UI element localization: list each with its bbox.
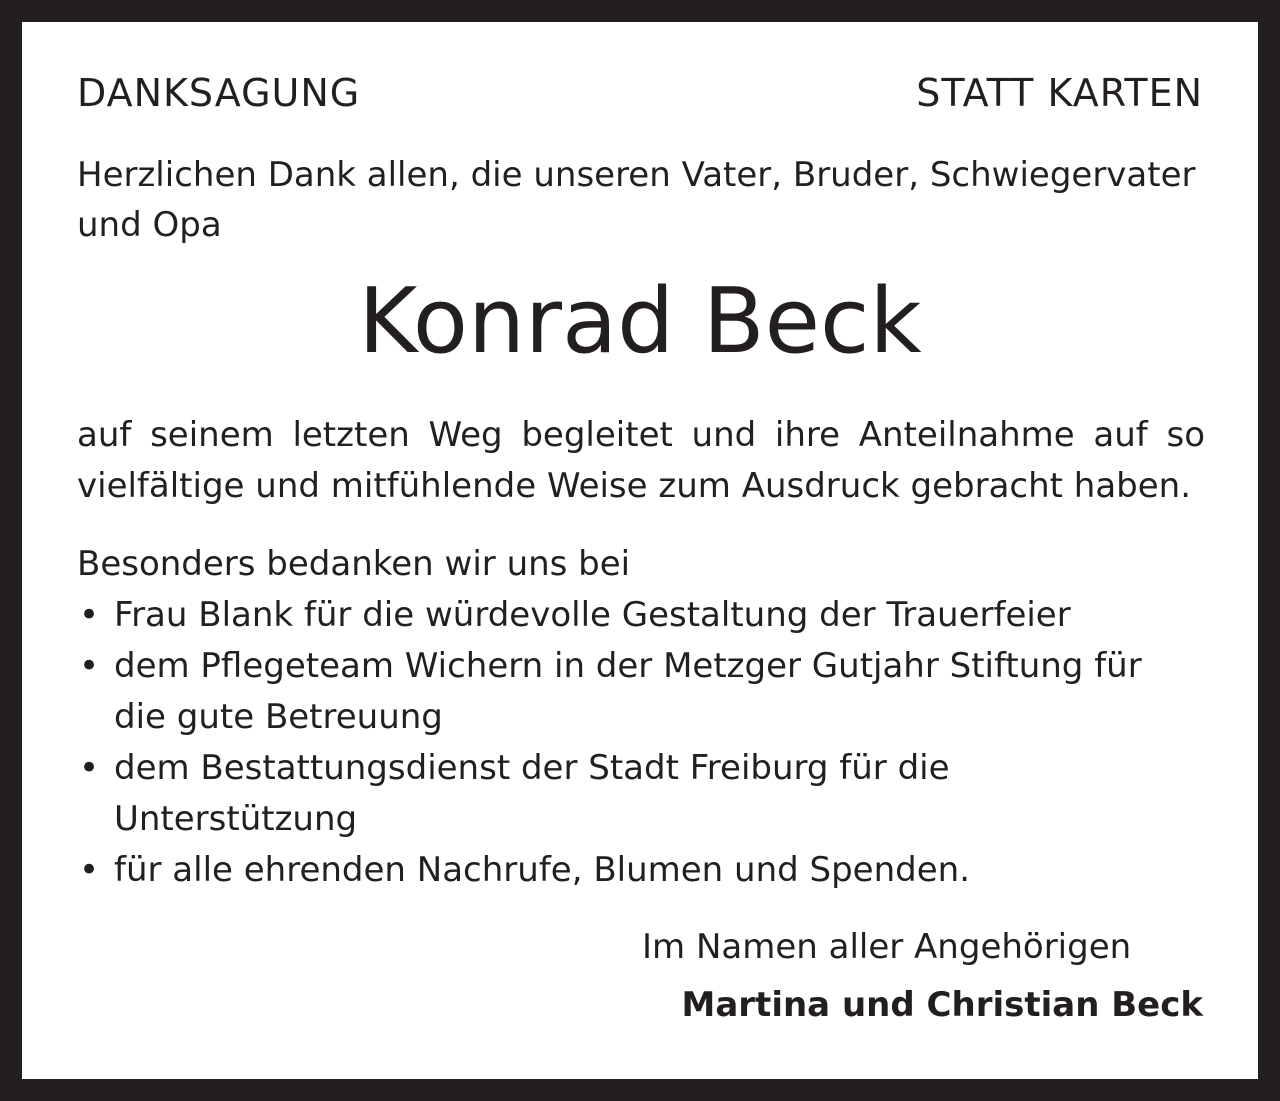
intro-text: Herzlichen Dank allen, die unseren Vater, Bruder, Schwiegervater und Opa <box>77 155 1196 245</box>
bullet-icon: • <box>79 850 100 890</box>
thanks-intro: Besonders bedanken wir uns bei <box>77 544 631 584</box>
bullet-icon: • <box>79 595 100 635</box>
bullet-icon: • <box>79 646 100 686</box>
list-item <box>77 641 1177 743</box>
signature-names: Martina und Christian Beck <box>681 985 1203 1025</box>
obituary-card <box>22 22 1258 1079</box>
list-item-text: dem Bestattungsdienst der Stadt Freiburg für die Unterstützung <box>114 748 950 839</box>
thanks-list <box>77 590 1177 896</box>
list-item <box>77 845 1177 896</box>
deceased-name: Konrad Beck <box>358 269 922 374</box>
header-title: DANKSAGUNG <box>77 71 361 115</box>
list-item-text: Frau Blank für die würdevolle Gestaltung der Trauerfeier <box>114 595 1071 635</box>
list-item-text: für alle ehrenden Nachrufe, Blumen und Spenden. <box>114 850 971 890</box>
header-note: STATT KARTEN <box>916 71 1203 115</box>
bullet-icon: • <box>79 748 100 788</box>
body-text: auf seinem letzten Weg begleitet und ihre Anteilnahme auf so vielfältige und mitfühlende Weise zum Ausdruck gebracht haben. <box>77 415 1205 506</box>
list-item-text: dem Pflegeteam Wichern in der Metzger Gutjahr Stiftung für die gute Betreuung <box>114 646 1142 737</box>
list-item <box>77 743 1177 845</box>
signature-line: Im Namen aller Angehörigen <box>642 927 1132 967</box>
list-item <box>77 590 1177 641</box>
